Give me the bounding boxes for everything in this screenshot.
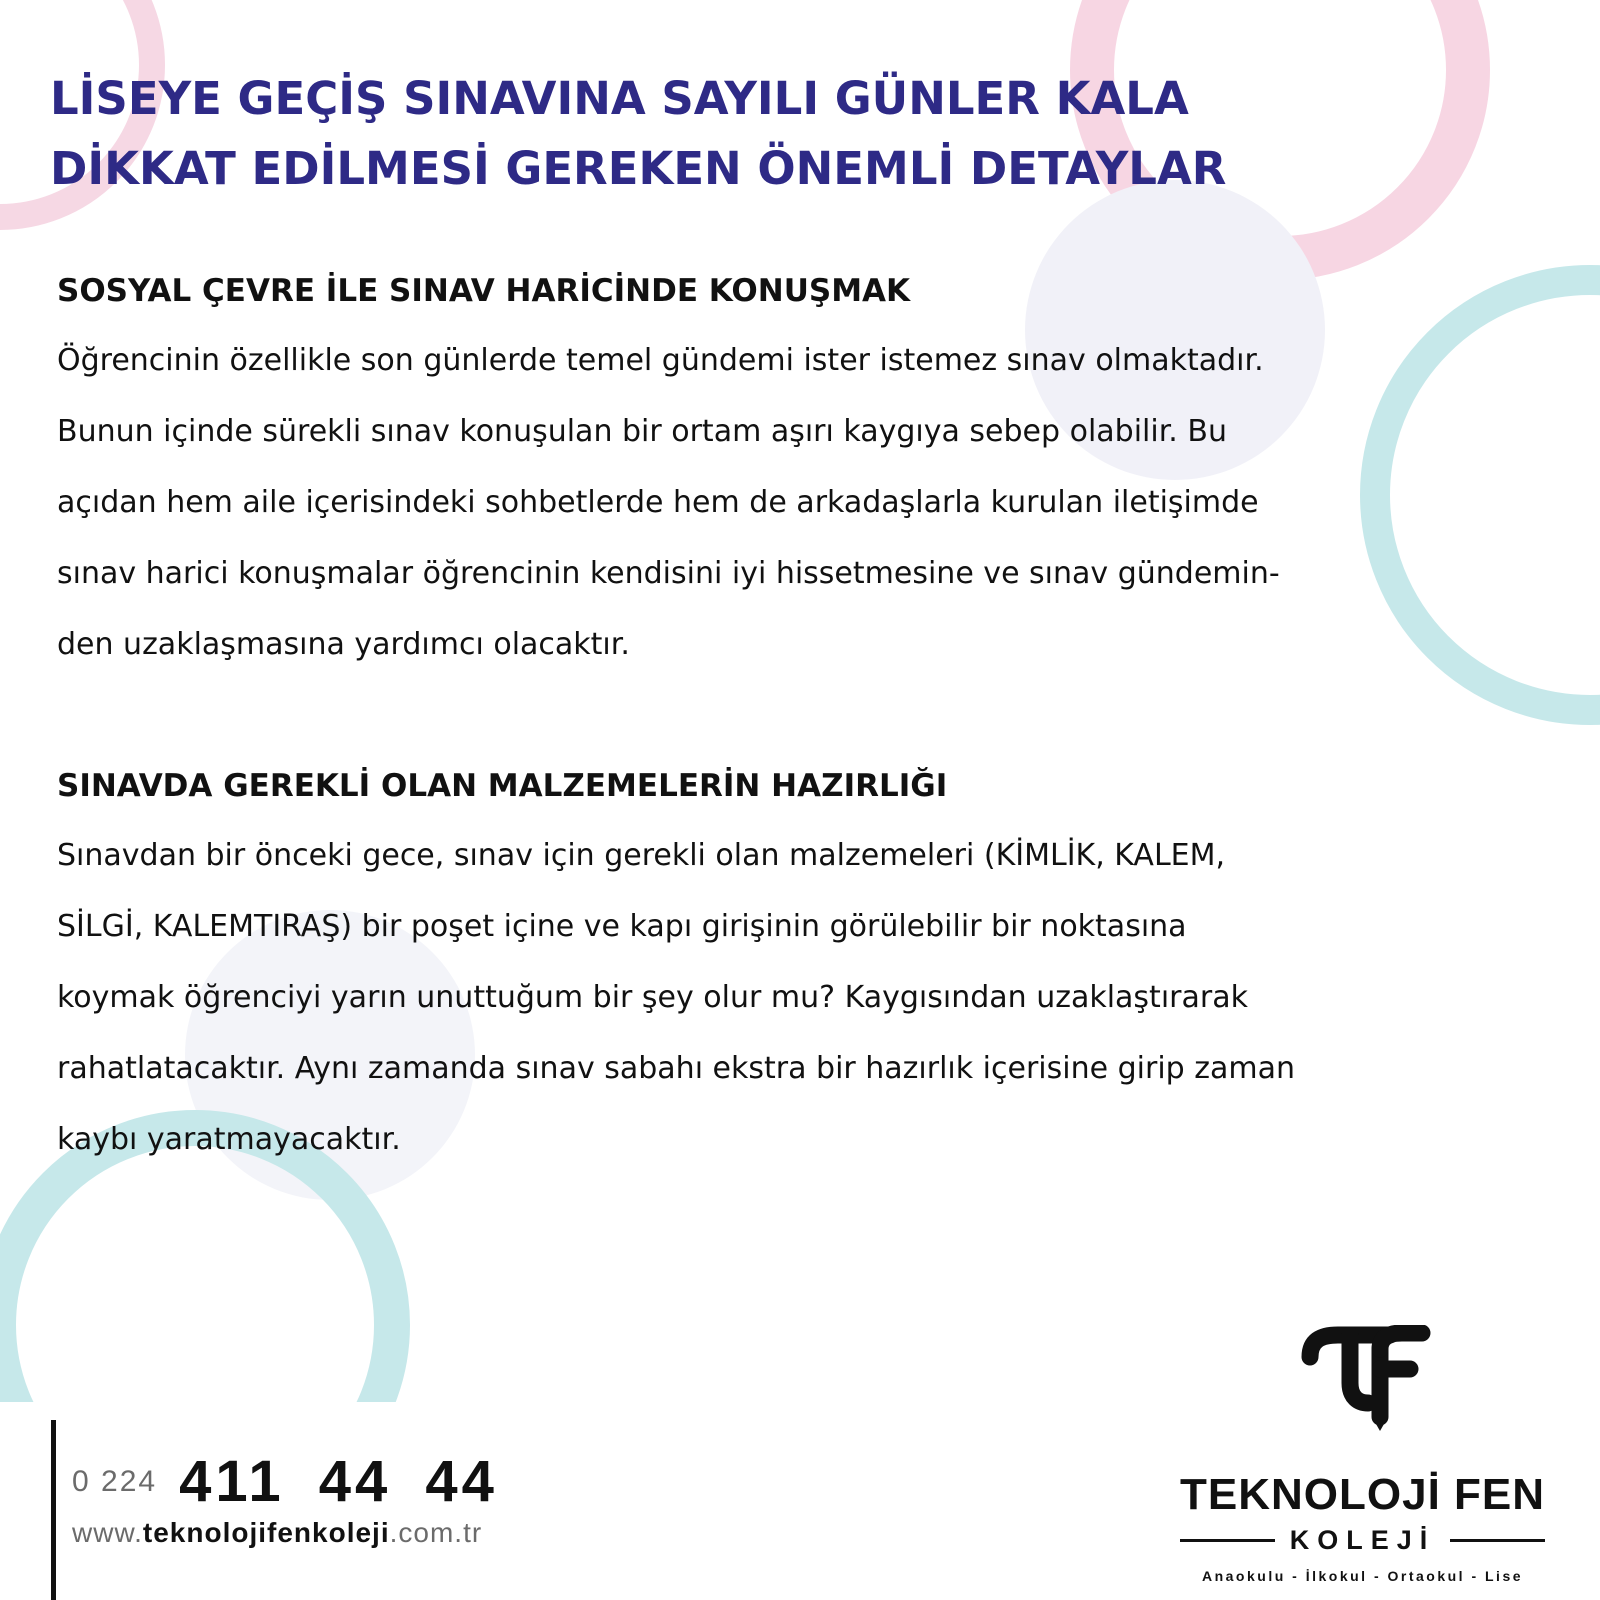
website-suffix: .com.tr <box>389 1517 483 1548</box>
logo-subtitle-row <box>1180 1525 1545 1556</box>
section-body <box>57 812 1547 1175</box>
body-line: sınav harici konuşmalar öğrencinin kendisini iyi hissetmesine ve sınav gündemin- <box>57 556 1280 591</box>
phone-area-code: 0 224 <box>72 1465 158 1498</box>
contact-divider-bar <box>51 1420 56 1600</box>
body-line: rahatlatacaktır. Aynı zamanda sınav sabahı ekstra bir hazırlık içerisine girip zaman <box>57 1051 1295 1086</box>
website-prefix: www. <box>72 1517 143 1548</box>
phone-number: 411 44 44 <box>179 1449 498 1514</box>
section-heading: SOSYAL ÇEVRE İLE SINAV HARİCİNDE KONUŞMAK <box>57 273 911 309</box>
section-heading: SINAVDA GEREKLİ OLAN MALZEMELERİN HAZIRLIĞI <box>57 768 948 804</box>
body-line: Bunun içinde sürekli sınav konuşulan bir ortam aşırı kaygıya sebep olabilir. Bu <box>57 414 1227 449</box>
school-logo <box>1180 1325 1545 1595</box>
logo-rule-right <box>1450 1539 1545 1542</box>
phone-number-line[interactable] <box>72 1449 498 1514</box>
body-line: den uzaklaşmasına yardımcı olacaktır. <box>57 627 630 662</box>
logo-rule-left <box>1180 1539 1275 1542</box>
tf-monogram-icon <box>1298 1325 1438 1437</box>
body-line: Öğrencinin özellikle son günlerde temel gündemi ister istemez sınav olmaktadır. <box>57 343 1264 378</box>
body-line: SİLGİ, KALEMTIRAŞ) bir poşet içine ve kapı girişinin görülebilir bir noktasına <box>57 909 1187 944</box>
website-domain: teknolojifenkoleji <box>142 1517 390 1548</box>
logo-name: TEKNOLOJİ FEN <box>1180 1470 1546 1519</box>
section-exam-materials <box>57 760 1547 1175</box>
body-line: kaybı yaratmayacaktır. <box>57 1122 401 1157</box>
logo-tagline: Anaokulu - İlkokul - Ortaokul - Lise <box>1201 1568 1524 1584</box>
page-title-line: DİKKAT EDİLMESİ GEREKEN ÖNEMLİ DETAYLAR <box>50 142 1227 195</box>
section-body <box>57 317 1547 680</box>
page-title <box>50 64 1370 204</box>
logo-subtitle: KOLEJİ <box>1289 1525 1436 1555</box>
body-line: açıdan hem aile içerisindeki sohbetlerde hem de arkadaşlarla kurulan iletişimde <box>57 485 1259 520</box>
body-line: Sınavdan bir önceki gece, sınav için gerekli olan malzemeleri (KİMLİK, KALEM, <box>57 838 1226 873</box>
page-title-line: LİSEYE GEÇİŞ SINAVINA SAYILI GÜNLER KALA <box>50 72 1189 125</box>
website-link[interactable] <box>72 1517 482 1549</box>
body-line: koymak öğrenciyi yarın unuttuğum bir şey olur mu? Kaygısından uzaklaştırarak <box>57 980 1248 1015</box>
section-social-environment <box>57 265 1547 680</box>
